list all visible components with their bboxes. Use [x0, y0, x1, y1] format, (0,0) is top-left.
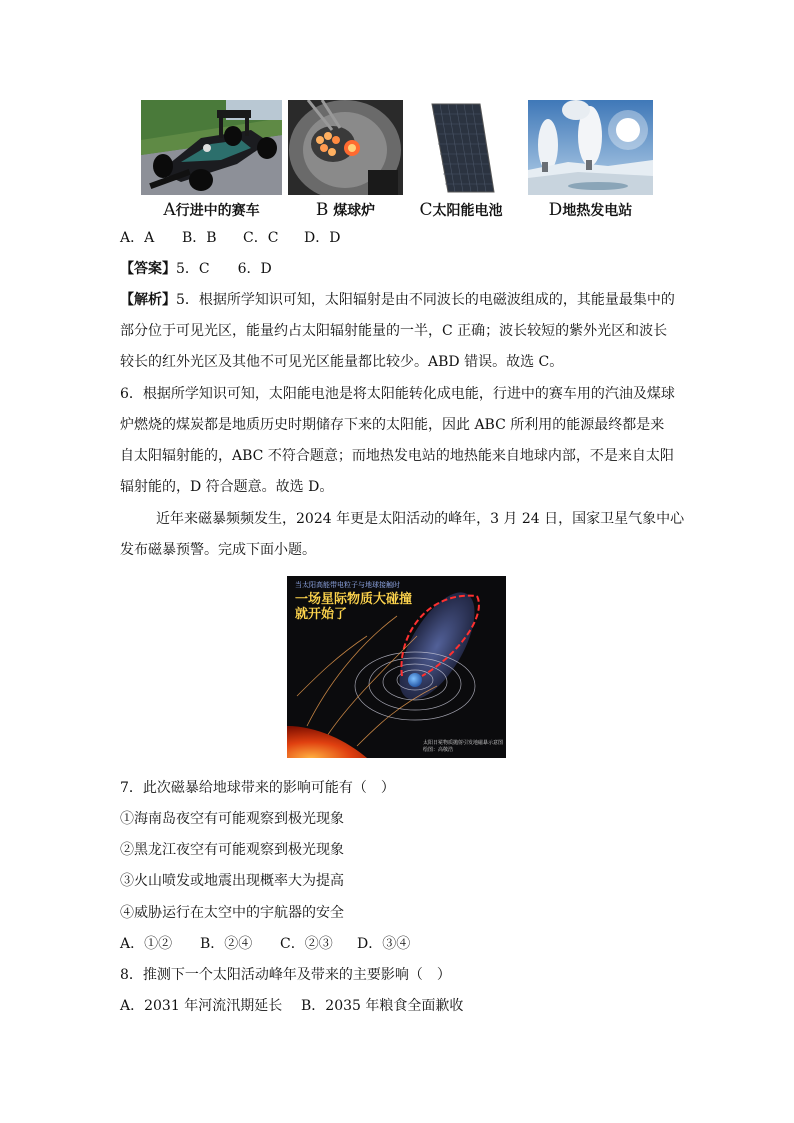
- figure-coal-stove: [288, 100, 403, 220]
- answer-line: 【答案】5．C 6．D: [120, 261, 272, 277]
- coal-stove-image: [288, 100, 403, 195]
- figure-headline: 一场星际物质大碰撞 就开始了: [295, 592, 413, 622]
- figure-race-car: [141, 100, 282, 220]
- intro-line: 发布磁暴预警。完成下面小题。: [120, 542, 316, 558]
- analysis-line: 炉燃烧的煤炭都是地质历史时期储存下来的太阳能，因此 ABC 所利用的能源最终都是来: [120, 417, 665, 433]
- question-7-item: ③火山喷发或地震出现概率大为提高: [120, 873, 344, 889]
- option-c: C．C: [243, 230, 279, 246]
- question-7-option-d: D．③④: [357, 936, 411, 952]
- race-car-image: [141, 100, 282, 195]
- question-7-option-c: C．②③: [280, 936, 333, 952]
- figure-c-caption: C太阳能电池: [419, 200, 503, 220]
- question-7-stem: 7．此次磁暴给地球带来的影响可能有（ ）: [120, 780, 395, 796]
- figure-b-caption: B 煤球炉: [315, 200, 376, 220]
- analysis-line: 较长的红外光区及其他不可见光区能量都比较少。ABD 错误。故选 C。: [120, 354, 564, 370]
- analysis-line: 【解析】5．根据所学知识可知，太阳辐射是由不同波长的电磁波组成的，其能量最集中的: [120, 292, 675, 308]
- option-d: D．D: [304, 230, 341, 246]
- figure-caption: 太阳日冕物质抛射引发地磁暴示意图 绘图：高敬浩: [423, 740, 504, 753]
- figure-a-caption: A行进中的赛车: [163, 200, 260, 220]
- question-7-item: ②黑龙江夜空有可能观察到极光现象: [120, 842, 344, 858]
- question-7-item: ①海南岛夜空有可能观察到极光现象: [120, 811, 344, 827]
- intro-line: 近年来磁暴频频发生，2024 年更是太阳活动的峰年，3 月 24 日，国家卫星气象中心: [156, 511, 685, 527]
- analysis-line: 自太阳辐射能的，ABC 不符合题意；而地热发电站的地热能来自地球内部，不是来自太阳: [120, 448, 674, 464]
- question-8-option-b: B．2035 年粮食全面歉收: [301, 998, 464, 1014]
- magnetic-storm-figure: [287, 576, 506, 758]
- question-8-stem: 8．推测下一个太阳活动峰年及带来的主要影响（ ）: [120, 967, 451, 983]
- question-7-item: ④威胁运行在太空中的宇航器的安全: [120, 905, 344, 921]
- geothermal-station-image: [528, 100, 653, 195]
- analysis-line: 部分位于可见光区，能量约占太阳辐射能量的一半，C 正确；波长较短的紫外光区和波长: [120, 323, 668, 339]
- analysis-line: 辐射能的，D 符合题意。故选 D。: [120, 479, 334, 495]
- option-a: A．A: [120, 230, 155, 246]
- option-b: B．B: [182, 230, 217, 246]
- question-7-option-b: B．②④: [200, 936, 253, 952]
- question-8-option-a: A．2031 年河流汛期延长: [120, 998, 283, 1014]
- question-7-option-a: A．①②: [120, 936, 173, 952]
- figure-d-caption: D地热发电站: [548, 200, 633, 220]
- analysis-line: 6．根据所学知识可知，太阳能电池是将太阳能转化成电能，行进中的赛车用的汽油及煤球: [120, 386, 675, 402]
- figure-banner: 当太阳高能带电粒子与地球接触时: [295, 581, 400, 589]
- solar-panel-image: [410, 100, 512, 195]
- figure-geothermal-station: [528, 100, 653, 220]
- figure-solar-panel: [410, 100, 512, 220]
